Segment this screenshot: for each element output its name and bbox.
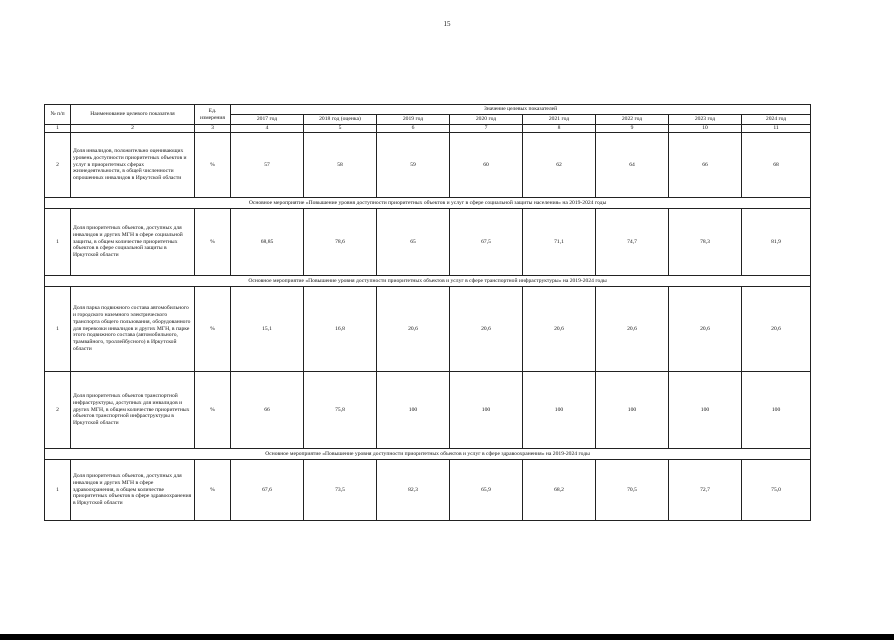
header-values-group: Значение целевых показателей	[231, 105, 811, 115]
header-year: 2024 год	[742, 115, 811, 125]
value-cell: 67,6	[231, 460, 304, 521]
column-index: 7	[450, 125, 523, 133]
row-num: 2	[45, 133, 71, 198]
value-cell: 75,8	[304, 372, 377, 449]
column-index: 6	[377, 125, 450, 133]
value-cell: 82,3	[377, 460, 450, 521]
column-index: 2	[71, 125, 195, 133]
value-cell: 73,5	[304, 460, 377, 521]
section-title: Основное мероприятие «Повышение уровня доступности приоритетных объектов и услуг в сфере социальной защиты населения» на 2019-2024 годы	[45, 198, 811, 209]
section-row	[45, 276, 811, 287]
value-cell: 68,2	[523, 460, 596, 521]
table-row	[45, 460, 811, 521]
indicator-name: Доля инвалидов, положительно оценивающих уровень доступности приоритетных объектов и услуг в приоритетных сферах жизнедеятельности, в общей численности опрошенных инвалидов в Иркутской области	[71, 133, 195, 198]
indicator-name: Доля приоритетных объектов транспортной инфраструктуры, доступных для инвалидов и других МГН, в общем количестве приоритетных объектов транспортной инфраструктуры в Иркутской области	[71, 372, 195, 449]
value-cell: 100	[450, 372, 523, 449]
table-row	[45, 287, 811, 372]
table-row	[45, 372, 811, 449]
value-cell: 68	[742, 133, 811, 198]
value-cell: 67,5	[450, 209, 523, 276]
header-name: Наименование целевого показателя	[71, 105, 195, 125]
value-cell: 60	[450, 133, 523, 198]
header-year: 2018 год (оценка)	[304, 115, 377, 125]
header-year: 2017 год	[231, 115, 304, 125]
header-year: 2019 год	[377, 115, 450, 125]
value-cell: 65	[377, 209, 450, 276]
value-cell: 20,6	[742, 287, 811, 372]
section-row	[45, 198, 811, 209]
indicator-name: Доля приоритетных объектов, доступных для инвалидов и других МГН в сфере здравоохранения, в общем количестве приоритетных объектов в сфере здравоохранения в Иркутской области	[71, 460, 195, 521]
table-body	[45, 125, 811, 521]
table-row	[45, 133, 811, 198]
column-index: 1	[45, 125, 71, 133]
value-cell: 62	[523, 133, 596, 198]
value-cell: 74,7	[596, 209, 669, 276]
value-cell: 68,85	[231, 209, 304, 276]
value-cell: 16,8	[304, 287, 377, 372]
value-cell: 20,6	[596, 287, 669, 372]
unit-cell: %	[195, 460, 231, 521]
value-cell: 64	[596, 133, 669, 198]
header-unit: Ед. измерения	[195, 105, 231, 125]
value-cell: 58	[304, 133, 377, 198]
section-title: Основное мероприятие «Повышение уровня доступности приоритетных объектов и услуг в сфере транспортной инфраструктуры» на 2019-2024 годы	[45, 276, 811, 287]
value-cell: 72,7	[669, 460, 742, 521]
section-title: Основное мероприятие «Повышение уровня доступности приоритетных объектов и услуг в сфере здравоохранения» на 2019-2024 годы	[45, 449, 811, 460]
column-index: 3	[195, 125, 231, 133]
indicator-name: Доля приоритетных объектов, доступных для инвалидов и других МГН в сфере социальной защиты, в общем количестве приоритетных объектов в сфере социальной защиты в Иркутской области	[71, 209, 195, 276]
unit-cell: %	[195, 133, 231, 198]
header-year: 2022 год	[596, 115, 669, 125]
row-num: 1	[45, 209, 71, 276]
value-cell: 20,6	[450, 287, 523, 372]
row-num: 1	[45, 287, 71, 372]
header-year: 2021 год	[523, 115, 596, 125]
value-cell: 20,6	[523, 287, 596, 372]
value-cell: 75,0	[742, 460, 811, 521]
value-cell: 100	[742, 372, 811, 449]
header-year: 2020 год	[450, 115, 523, 125]
value-cell: 71,1	[523, 209, 596, 276]
column-index: 10	[669, 125, 742, 133]
indicator-name: Доля парка подвижного состава автомобильного и городского наземного электрического транспорта общего пользования, оборудованного для перевозки инвалидов и других МГН, в парке этого подвижного состава (автомобильного, трамвайного, троллейбусного) в Иркутской области	[71, 287, 195, 372]
value-cell: 59	[377, 133, 450, 198]
header-row-top	[45, 105, 811, 115]
value-cell: 66	[231, 372, 304, 449]
value-cell: 78,6	[304, 209, 377, 276]
value-cell: 100	[669, 372, 742, 449]
header-num: № п/п	[45, 105, 71, 125]
page-number: 15	[443, 20, 451, 28]
value-cell: 57	[231, 133, 304, 198]
unit-cell: %	[195, 287, 231, 372]
value-cell: 70,5	[596, 460, 669, 521]
row-num: 2	[45, 372, 71, 449]
column-index: 9	[596, 125, 669, 133]
value-cell: 100	[596, 372, 669, 449]
value-cell: 78,3	[669, 209, 742, 276]
column-index: 8	[523, 125, 596, 133]
value-cell: 81,9	[742, 209, 811, 276]
unit-cell: %	[195, 209, 231, 276]
value-cell: 20,6	[669, 287, 742, 372]
column-index: 4	[231, 125, 304, 133]
target-indicators-table	[44, 104, 811, 521]
scan-bottom-edge	[0, 634, 894, 640]
table-row	[45, 209, 811, 276]
value-cell: 20,6	[377, 287, 450, 372]
section-row	[45, 449, 811, 460]
value-cell: 66	[669, 133, 742, 198]
value-cell: 15,1	[231, 287, 304, 372]
column-index-row	[45, 125, 811, 133]
column-index: 11	[742, 125, 811, 133]
row-num: 1	[45, 460, 71, 521]
column-index: 5	[304, 125, 377, 133]
value-cell: 65,9	[450, 460, 523, 521]
value-cell: 100	[523, 372, 596, 449]
header-year: 2023 год	[669, 115, 742, 125]
unit-cell: %	[195, 372, 231, 449]
value-cell: 100	[377, 372, 450, 449]
